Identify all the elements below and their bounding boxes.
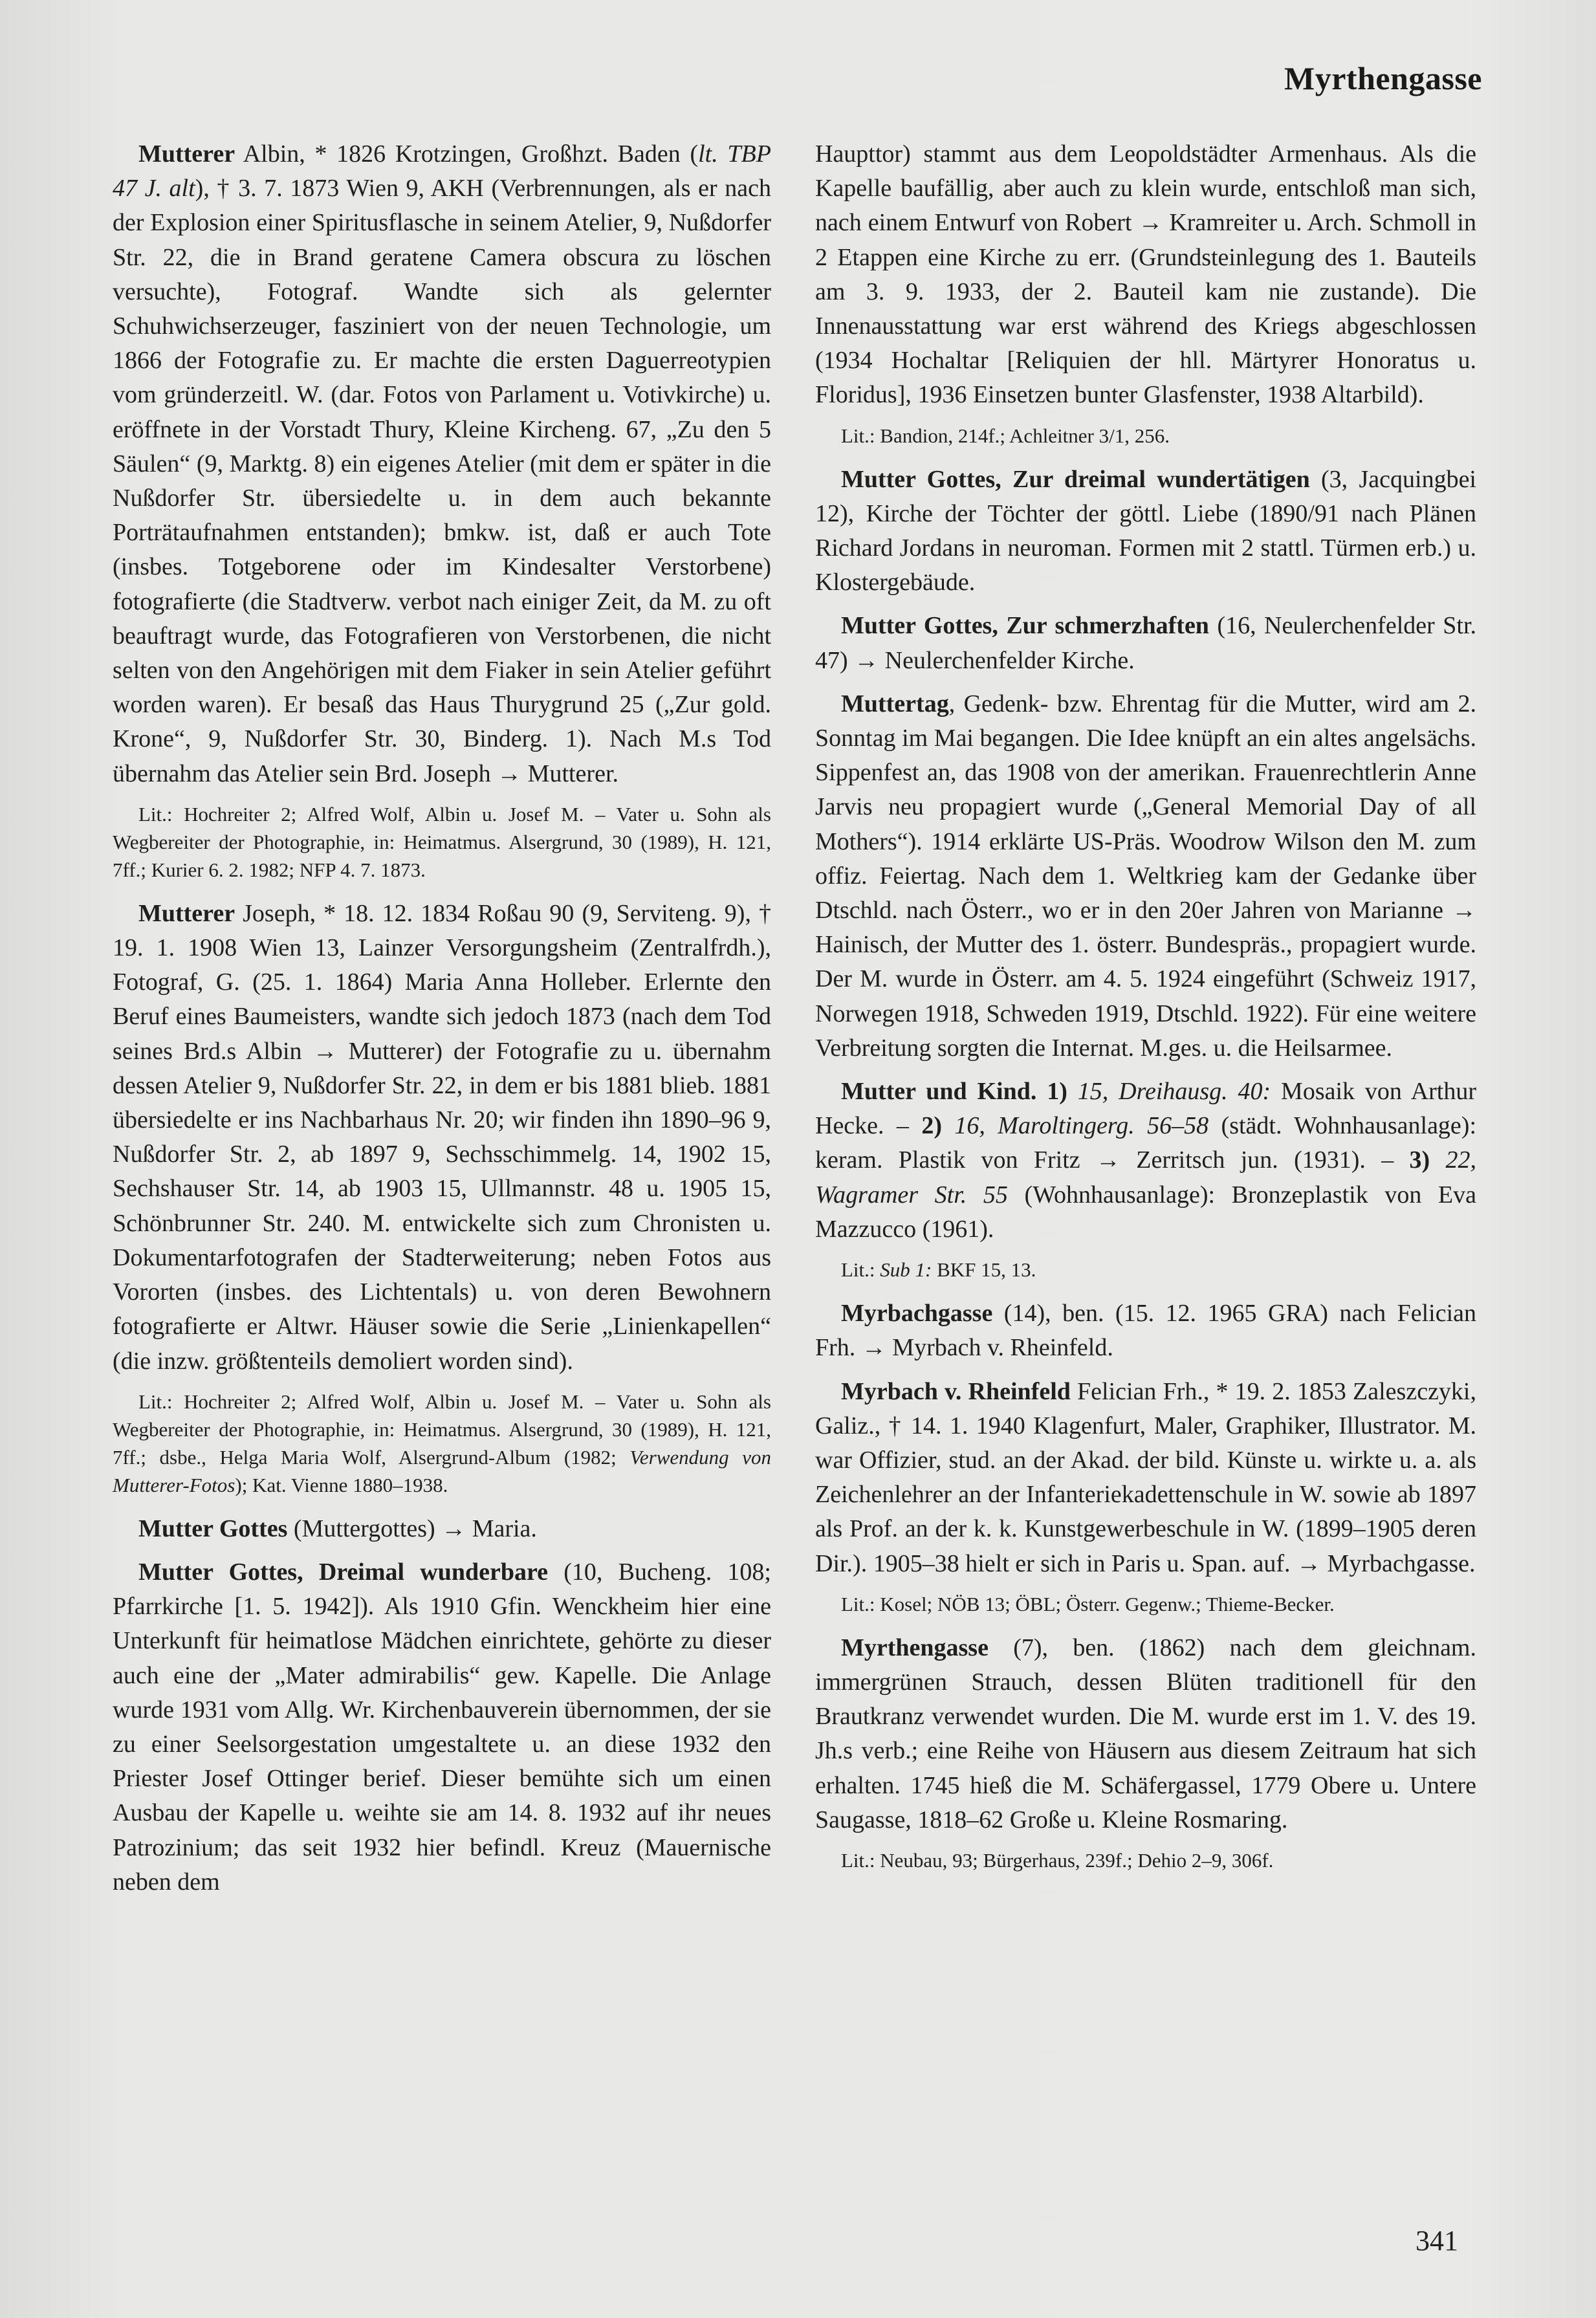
entry-myrbach-v-rheinfeld: Myrbach v. Rheinfeld Felician Frh., * 19. 2. 1853 Zaleszczyki, Galiz., † 14. 1. 1940 Klagenfurt, Maler, Graphiker, Illustrator. M. war Offizier, stud. an der Akad. der bild. Künste u. wirkte u. a. als Zeichenlehrer an der Infanteriekadettenschule in W. sowie ab 1897 als Prof. an der k. k. Kunstgewerbeschule in W. (1899–1905 deren Dir.). 1905–38 hielt er sich in Paris u. Span. auf. → Myrbachgasse. xyxy=(815,1377,1476,1577)
entry-mutter-und-kind: Mutter und Kind. 1) 15, Dreihausg. 40: Mosaik von Arthur Hecke. – 2) 16, Maroltingerg. 56–58 (städt. Wohnhausanlage): keram. Plastik von Fritz → Zerritsch jun. (1931). – 3) 22, Wagramer Str. 55 (Wohnhausanlage): Bronzeplastik von Eva Mazzucco (1961). xyxy=(815,1078,1477,1243)
page-number: 341 xyxy=(1416,2225,1458,2257)
entry-muttertag: Muttertag, Gedenk- bzw. Ehrentag für die Mutter, wird am 2. Sonntag im Mai begangen. Die Idee knüpft an ein altes angelsächs. Sippenfest an, das 1908 von der amerikan. Frauenrechtlerin Anne Jarvis neu propagiert wurde („General Memorial Day of all Mothers“). 1914 erklärte US-Präs. Woodrow Wilson den M. zum offiz. Feiertag. Nach dem 1. Weltkrieg kam der Gedanke über Dtschld. nach Österr., wo er in den 20er Jahren von Marianne → Hainisch, der Mutter des 1. österr. Bundespräs., propagiert wurde. Der M. wurde in Österr. am 4. 5. 1924 eingeführt (Schweiz 1917, Norwegen 1918, Schweden 1919, Dtschld. 1922). Für eine weitere Verbreitung sorgten die Internat. M.ges. u. die Heilsarmee. xyxy=(815,690,1476,1062)
entry-mutter-gottes: Mutter Gottes (Muttergottes) → Maria. xyxy=(138,1514,537,1542)
headword: Mutter Gottes xyxy=(138,1514,288,1542)
literature-note: Lit.: Sub 1: BKF 15, 13. xyxy=(841,1258,1036,1282)
left-column xyxy=(113,137,771,1908)
entry-myrthengasse: Myrthengasse (7), ben. (1862) nach dem gleichnam. immergrünen Strauch, dessen Blüten traditionell für den Brautkranz verwendet wurden. Die M. wurde erst im 1. V. des 19. Jh.s verb.; eine Reihe von Häusern aus diesem Zeitraum hat sich erhalten. 1745 hieß die M. Schäfergassel, 1779 Obere u. Untere Saugasse, 1818–62 Große u. Kleine Rosmaring. xyxy=(815,1634,1476,1833)
literature-note: Lit.: Kosel; NÖB 13; ÖBL; Österr. Gegenw.; Thieme-Becker. xyxy=(841,1592,1335,1615)
headword: Mutter Gottes, Zur dreimal wundertätigen xyxy=(841,465,1310,493)
headword: Myrbachgasse xyxy=(841,1300,993,1328)
entry-mutterer-joseph: Mutterer Joseph, * 18. 12. 1834 Roßau 90 (9, Serviteng. 9), † 19. 1. 1908 Wien 13, Lainzer Versorgungsheim (Zentralfrdh.), Fotograf, G. (25. 1. 1864) Maria Anna Holleber. Erlernte den Beruf eines Baumeisters, wandte sich jedoch 1873 (nach dem Tod seines Brd.s Albin → Mutterer) der Fotografie zu u. übernahm dessen Atelier 9, Nußdorfer Str. 22, in dem er bis 1881 blieb. 1881 übersiedelte er ins Nachbarhaus Nr. 20; wir finden ihn 1890–96 9, Nußdorfer Str. 2, ab 1897 9, Sechsschimmelg. 14, 1902 15, Sechshauser Str. 14, ab 1903 15, Ullmannstr. 48 u. 1905 15, Schönbrunner Str. 240. M. entwickelte sich zum Chronisten u. Dokumentarfotografen der Stadterweiterung; neben Fotos aus Vororten (insbes. des Lichtentals) u. von deren Bewohnern fotografierte er Altwr. Häuser sowie die Serie „Linienkapellen“ (die inzw. größtenteils demoliert worden sind). xyxy=(113,899,771,1375)
literature-note: Lit.: Bandion, 214f.; Achleitner 3/1, 256. xyxy=(841,424,1170,447)
headword: Mutterer xyxy=(138,899,235,927)
literature-note: Lit.: Hochreiter 2; Alfred Wolf, Albin u. Josef M. – Vater u. Sohn als Wegbereiter der Photographie, in: Heimatmus. Alsergrund, 30 (1989), H. 121, 7ff.; Kurier 6. 2. 1982; NFP 4. 7. 1873. xyxy=(113,802,771,881)
entry-mutter-gottes-dreimal-wunderbare: Mutter Gottes, Dreimal wunderbare (10, Bucheng. 108; Pfarrkirche [1. 5. 1942]). Als 1910 Gfin. Wenckheim hier eine Unterkunft für heimatlose Mädchen einrichtete, gehörte zu dieser auch eine der „Mater admirabilis“ gew. Kapelle. Die Anlage wurde 1931 vom Allg. Wr. Kirchenbauverein übernommen, der sie zu einer Seelsorgestation umgestaltete u. an diese 1932 den Priester Josef Ottinger berief. Dieser bemühte sich um einen Ausbau der Kapelle u. weihte sie am 14. 8. 1932 auf ihr neues Patrozinium; das seit 1932 hier befindl. Kreuz (Mauernische neben dem xyxy=(113,1558,771,1896)
entry-mutter-gottes-schmerzhaften: Mutter Gottes, Zur schmerzhaften (16, Neulerchenfelder Str. 47) → Neulerchenfelder Kirche. xyxy=(815,612,1476,674)
entry-continuation: Haupttor) stammt aus dem Leopoldstädter Armenhaus. Als die Kapelle baufällig, aber auch zu klein wurde, entschloß man sich, nach einem Entwurf von Robert → Kramreiter u. Arch. Schmoll in 2 Etappen eine Kirche zu err. (Grundsteinlegung des 1. Bauteils am 3. 9. 1933, der 2. Bauteil kam nie zustande). Die Innenausstattung war erst während des Kriegs abgeschlossen (1934 Hochaltar [Reliquien der hll. Märtyrer Honoratus u. Floridus], 1936 Einsetzen bunter Glasfenster, 1938 Altarbild). xyxy=(815,140,1476,409)
headword: Mutter Gottes, Zur schmerzhaften xyxy=(841,612,1209,640)
headword: Myrbach v. Rheinfeld xyxy=(841,1377,1071,1405)
entry-mutter-gottes-dreimal-wundertaetigen: Mutter Gottes, Zur dreimal wundertätigen (3, Jacquingbei 12), Kirche der Töchter der göttl. Liebe (1890/91 nach Plänen Richard Jordans in neuroman. Formen mit 2 stattl. Türmen erb.) u. Klostergebäude. xyxy=(815,465,1476,596)
headword: Mutter und Kind. xyxy=(841,1078,1037,1106)
right-column xyxy=(815,137,1476,1887)
headword: Myrthengasse xyxy=(841,1634,989,1661)
literature-note: Lit.: Neubau, 93; Bürgerhaus, 239f.; Dehio 2–9, 306f. xyxy=(841,1848,1274,1872)
headword: Mutterer xyxy=(138,140,235,168)
literature-note: Lit.: Hochreiter 2; Alfred Wolf, Albin u. Josef M. – Vater u. Sohn als Wegbereiter der Photographie, in: Heimatmus. Alsergrund, 30 (1989), H. 121, 7ff.; dsbe., Helga Maria Wolf, Alsergrund-Album (1982; Verwendung von Mutterer-Fotos); Kat. Vienne 1880–1938. xyxy=(113,1390,771,1496)
entry-myrbachgasse: Myrbachgasse (14), ben. (15. 12. 1965 GRA) nach Felician Frh. → Myrbach v. Rheinfeld. xyxy=(815,1300,1476,1362)
entry-mutterer-albin: Mutterer Albin, * 1826 Krotzingen, Großhzt. Baden (lt. TBP 47 J. alt), † 3. 7. 1873 Wien 9, AKH (Verbrennungen, als er nach der Explosion einer Spiritusflasche in seinem Atelier, 9, Nußdorfer Str. 22, die in Brand geratene Camera obscura zu löschen versuchte), Fotograf. Wandte sich als gelernter Schuhwichserzeuger, fasziniert von der neuen Technologie, um 1866 der Fotografie zu. Er machte die ersten Daguerreotypien vom gründerzeitl. W. (dar. Fotos von Parlament u. Votivkirche) u. eröffnete in der Vorstadt Thury, Kleine Kircheng. 67, „Zu den 5 Säulen“ (9, Marktg. 8) ein eigenes Atelier (mit dem er später in die Nußdorfer Str. übersiedelte u. in dem auch bekannte Porträtaufnahmen entstanden); bmkw. ist, daß er auch Tote (insbes. Totgeborene oder im Kindesalter Verstorbene) fotografierte (die Stadtverw. verbot nach einiger Zeit, da M. zu oft beauftragt wurde, das Fotografieren von Verstorbenen, die nicht selten von den Angehörigen mit dem Fiaker in sein Atelier geführt worden waren). Er besaß das Haus Thurygrund 25 („Zur gold. Krone“, 9, Nußdorfer Str. 30, Binderg. 1). Nach M.s Tod übernahm das Atelier sein Brd. Joseph → Mutterer. xyxy=(113,140,771,787)
running-head: Myrthengasse xyxy=(1284,60,1482,96)
headword: Muttertag xyxy=(841,690,949,717)
headword: Mutter Gottes, Dreimal wunderbare xyxy=(138,1558,549,1586)
